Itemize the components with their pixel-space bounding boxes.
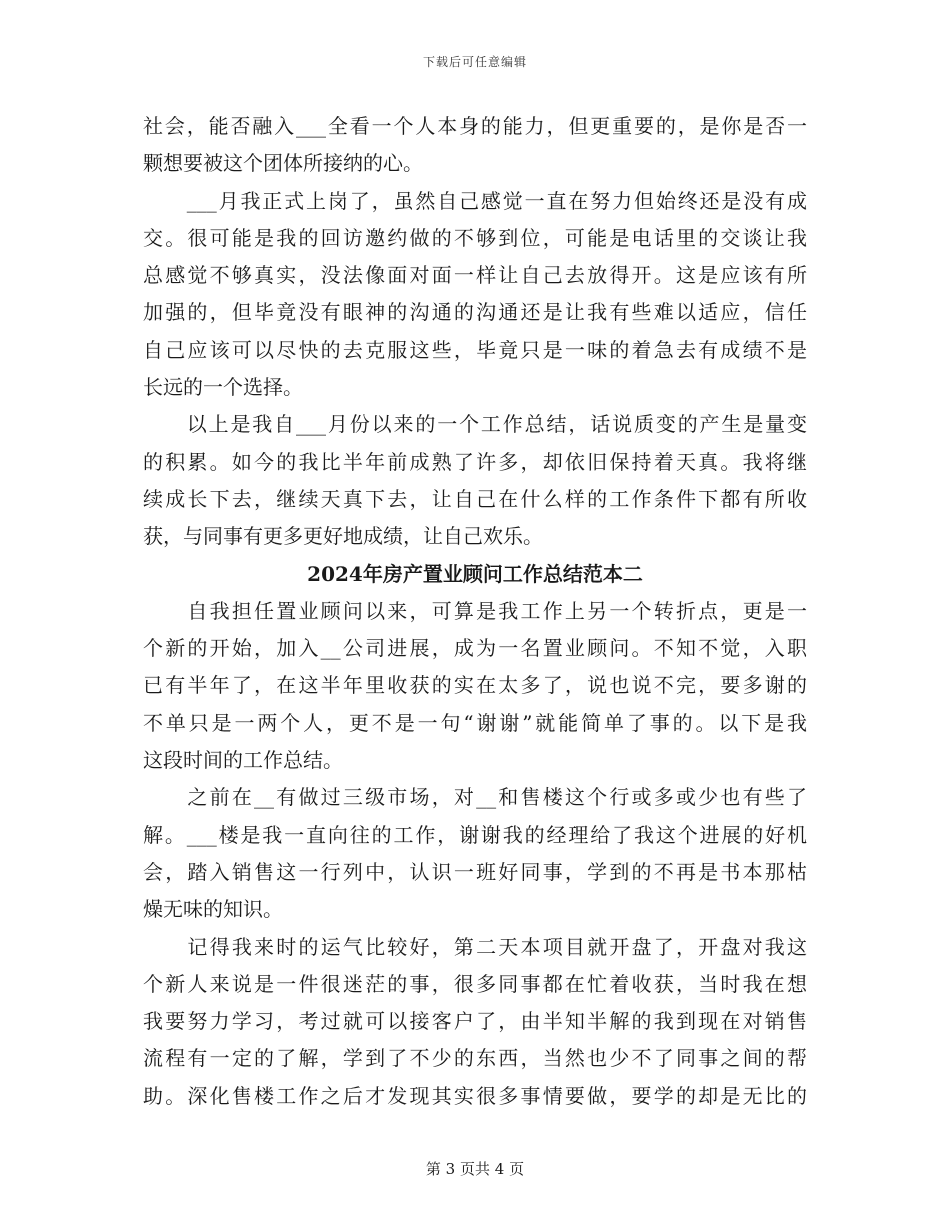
text-line: 记得我来时的运气比较好，第二天本项目就开盘了，开盘对我这: [143, 934, 807, 959]
text-line: 自我担任置业顾问以来，可算是我工作上另一个转折点，更是一: [143, 598, 807, 623]
text-line: 社会，能否融入___全看一个人本身的能力，但更重要的，是你是否一: [143, 114, 807, 138]
text-line: 助。深化售楼工作之后才发现其实很多事情要做，要学的却是无比的: [143, 1083, 807, 1108]
text-line: ___月我正式上岗了，虽然自己感觉一直在努力但始终还是没有成: [143, 188, 807, 213]
text-line: 个新的开始，加入__公司进展，成为一名置业顾问。不知不觉，入职: [143, 636, 807, 661]
text-line: 自己应该可以尽快的去克服这些，毕竟只是一味的着急去有成绩不是: [143, 337, 807, 362]
text-line: 的积累。如今的我比半年前成熟了许多，却依旧保持着天真。我将继: [143, 449, 807, 474]
document-body: [143, 108, 807, 1115]
text-line: 续成长下去，继续天真下去，让自己在什么样的工作条件下都有所收: [143, 486, 807, 511]
text-line: 获，与同事有更多更好地成绩，让自己欢乐。: [143, 524, 543, 549]
text-line: 颗想要被这个团体所接纳的心。: [143, 151, 423, 176]
text-line: 已有半年了，在这半年里收获的实在太多了，说也说不完，要多谢的: [143, 673, 807, 698]
text-line: 个新人来说是一件很迷茫的事，很多同事都在忙着收获，当时我在想: [143, 971, 807, 996]
text-line: 这段时间的工作总结。: [143, 748, 343, 773]
text-line: 交。很可能是我的回访邀约做的不够到位，可能是电话里的交谈让我: [143, 225, 807, 250]
text-line: 解。___楼是我一直向往的工作，谢谢我的经理给了我这个进展的好机: [143, 822, 807, 847]
text-line: 长远的一个选择。: [143, 375, 303, 400]
text-line: 以上是我自___月份以来的一个工作总结，话说质变的产生是量变: [143, 412, 807, 437]
page-header: 下载后可任意编辑: [422, 55, 527, 69]
text-line: 我要努力学习，考过就可以接客户了，由半知半解的我到现在对销售: [143, 1009, 807, 1034]
text-line: 加强的，但毕竟没有眼神的沟通的沟通还是让我有些难以适应，信任: [143, 300, 807, 325]
text-line: 总感觉不够真实，没法像面对面一样让自己去放得开。这是应该有所: [143, 263, 807, 288]
text-line: 燥无味的知识。: [143, 897, 283, 922]
text-line: 不单只是一两个人，更不是一句“谢谢”就能简单了事的。以下是我: [143, 710, 807, 735]
text-line: 会，踏入销售这一行列中，认识一班好同事，学到的不再是书本那枯: [143, 859, 807, 884]
text-line: 流程有一定的了解，学到了不少的东西，当然也少不了同事之间的帮: [143, 1046, 807, 1071]
section-heading: 2024年房产置业顾问工作总结范本二: [307, 561, 643, 586]
text-line: 之前在__有做过三级市场，对__和售楼这个行或多或少也有些了: [143, 785, 807, 810]
page-number: 第 3 页共 4 页: [425, 1160, 525, 1178]
